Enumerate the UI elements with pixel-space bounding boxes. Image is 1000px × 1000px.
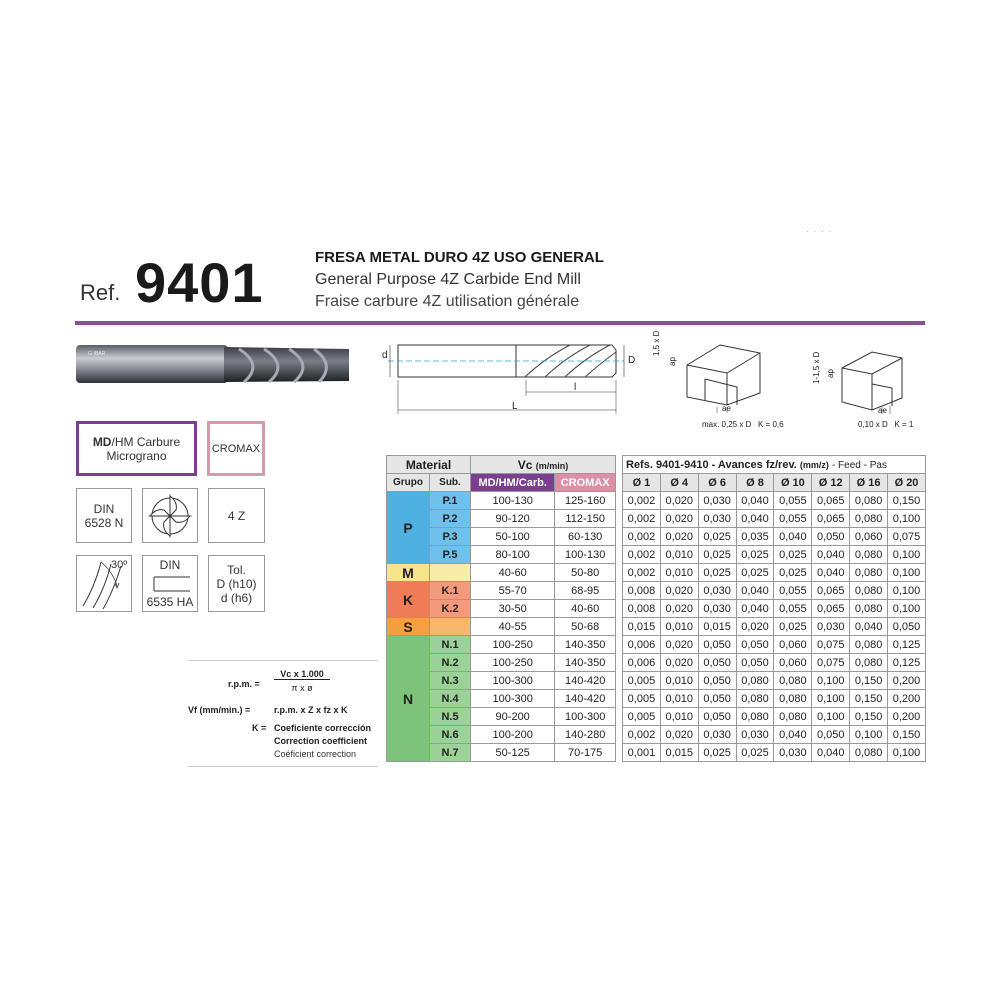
feed-cell: 0,040 (774, 528, 812, 546)
feed-cell: 0,150 (888, 492, 926, 510)
feed-cell: 0,060 (774, 654, 812, 672)
feed-cell: 0,080 (850, 582, 888, 600)
feed-cell: 0,100 (888, 744, 926, 762)
feed-unit: (mm/z) (799, 459, 829, 470)
feed-cell: 0,025 (698, 744, 736, 762)
sub-cell: P.3 (430, 528, 471, 546)
group-k: K (387, 582, 430, 618)
carbide-md-label: MD (92, 434, 112, 449)
din-6535-line1: DIN (159, 558, 181, 572)
md-vc-cell: 55-70 (471, 582, 555, 600)
feed-cell: 0,150 (888, 726, 926, 744)
feed-cell: 0,015 (660, 744, 698, 762)
feed-row (623, 510, 926, 528)
feed-table-body (623, 492, 926, 762)
diameter-header: Ø 10 (774, 474, 812, 492)
md-vc-cell: 40-55 (471, 618, 555, 636)
feed-cell: 0,050 (698, 672, 736, 690)
feed-cell: 0,055 (774, 510, 812, 528)
feed-cell: 0,002 (623, 546, 661, 564)
feed-cell: 0,080 (774, 690, 812, 708)
sub-cell: K.2 (430, 600, 471, 618)
grupo-header: Grupo (387, 474, 430, 492)
feed-cell: 0,080 (850, 600, 888, 618)
feed-cell: 0,005 (623, 690, 661, 708)
cromax-coating-box (207, 421, 265, 476)
dimension-l-label: l (574, 382, 577, 393)
md-carbide-header: MD/HM/Carb. (471, 474, 555, 492)
tolerance-box (208, 555, 265, 612)
feed-cell: 0,050 (698, 690, 736, 708)
slotting-diagram (665, 335, 775, 415)
feed-cell: 0,030 (698, 492, 736, 510)
feed-cell: 0,065 (812, 492, 850, 510)
dimension-L-label: L (512, 401, 518, 412)
feed-cell: 0,040 (774, 726, 812, 744)
vc-unit: (m/min) (535, 460, 569, 471)
vc-label: Vc (517, 457, 533, 472)
feed-cell: 0,040 (812, 564, 850, 582)
cromax-vc-cell: 100-300 (555, 708, 616, 726)
feed-cell: 0,030 (698, 600, 736, 618)
dimension-d-label: d (382, 350, 388, 361)
feed-refs: Refs. 9401-9410 (626, 458, 709, 471)
cromax-vc-cell: 140-280 (555, 726, 616, 744)
feed-cell: 0,055 (774, 492, 812, 510)
feed-row (623, 672, 926, 690)
dimension-D-label: D (628, 355, 636, 366)
feed-cell: 0,100 (888, 582, 926, 600)
feed-cell: 0,060 (850, 528, 888, 546)
feed-cell: 0,040 (736, 582, 774, 600)
material-cutting-speed-table (386, 455, 616, 762)
feed-cell: 0,020 (660, 582, 698, 600)
feed-cell: 0,150 (850, 672, 888, 690)
feed-cell: 0,200 (888, 672, 926, 690)
group-p: P (387, 492, 430, 564)
md-vc-cell: 100-200 (471, 726, 555, 744)
cromax-vc-cell: 112-150 (555, 510, 616, 528)
slot-ae-label: ae (722, 404, 731, 413)
din-6535-box (142, 555, 198, 612)
feed-cell: 0,001 (623, 744, 661, 762)
feed-cell: 0,010 (660, 708, 698, 726)
md-vc-cell: 50-125 (471, 744, 555, 762)
sub-cell: N.2 (430, 654, 471, 672)
feed-cell: 0,005 (623, 708, 661, 726)
feed-cell: 0,125 (888, 654, 926, 672)
tol-line1: Tol. (227, 562, 246, 577)
slot-depth-label: 1,5 x D (652, 330, 661, 356)
feed-cell: 0,200 (888, 708, 926, 726)
rpm-denominator: π x ø (291, 683, 313, 693)
feed-cell: 0,050 (698, 636, 736, 654)
feed-cell: 0,008 (623, 582, 661, 600)
sub-cell: N.4 (430, 690, 471, 708)
feed-cell: 0,015 (623, 618, 661, 636)
feed-cell: 0,008 (623, 600, 661, 618)
feed-cell: 0,002 (623, 528, 661, 546)
group-m: M (387, 564, 430, 582)
sub-cell: N.3 (430, 672, 471, 690)
k-french: Coéficient correction (274, 749, 357, 759)
feed-cell: 0,030 (698, 510, 736, 528)
feed-cell: 0,025 (698, 546, 736, 564)
feed-row (623, 528, 926, 546)
md-vc-cell: 40-60 (471, 564, 555, 582)
sub-cell (430, 618, 471, 636)
header-divider (75, 321, 925, 325)
side-depth-label: 1-1,5 x D (812, 351, 821, 384)
feed-cell: 0,030 (812, 618, 850, 636)
md-vc-cell: 100-130 (471, 492, 555, 510)
diameter-header: Ø 12 (812, 474, 850, 492)
feed-cell: 0,030 (698, 726, 736, 744)
feed-cell: 0,010 (660, 546, 698, 564)
feed-cell: 0,100 (812, 690, 850, 708)
din-6528-line1: DIN (93, 501, 115, 516)
feed-row (623, 564, 926, 582)
slot-ap-label: ap (668, 357, 677, 366)
feed-cell: 0,020 (660, 492, 698, 510)
ref-number: 9401 (135, 251, 264, 314)
cromax-vc-cell: 68-95 (555, 582, 616, 600)
title-english: General Purpose 4Z Carbide End Mill (315, 271, 581, 288)
feed-row (623, 582, 926, 600)
feed-per-tooth-table (622, 455, 926, 762)
feed-cell: 0,050 (888, 618, 926, 636)
tol-line2: D (h10) (216, 576, 257, 591)
feed-cell: 0,025 (736, 564, 774, 582)
feed-cell: 0,020 (736, 618, 774, 636)
feed-cell: 0,055 (774, 600, 812, 618)
feed-row (623, 708, 926, 726)
cromax-vc-cell: 140-350 (555, 636, 616, 654)
feed-row (623, 636, 926, 654)
feed-cell: 0,025 (698, 528, 736, 546)
feed-cell: 0,006 (623, 636, 661, 654)
carbide-micrograin-label: Micrograno (106, 448, 167, 463)
feed-cell: 0,065 (812, 510, 850, 528)
md-vc-cell: 30-50 (471, 600, 555, 618)
sub-cell (430, 564, 471, 582)
feed-cell: 0,002 (623, 492, 661, 510)
cutting-formula-block (188, 660, 378, 767)
feed-cell: 0,002 (623, 510, 661, 528)
feed-cell: 0,005 (623, 672, 661, 690)
feed-cell: 0,080 (736, 708, 774, 726)
rpm-numerator: Vc x 1.000 (274, 669, 330, 680)
feed-cell: 0,080 (850, 492, 888, 510)
feed-cell: 0,020 (660, 636, 698, 654)
cromax-label: CROMAX (211, 442, 261, 455)
sub-cell: N.6 (430, 726, 471, 744)
ref-label: Ref. (80, 280, 121, 305)
feed-cell: 0,050 (698, 654, 736, 672)
md-vc-cell: 100-250 (471, 654, 555, 672)
feed-cell: 0,100 (888, 600, 926, 618)
flute-count-label: 4 Z (227, 508, 246, 523)
side-caption: 0,10 x D K = 1 (858, 420, 914, 429)
feed-cell: 0,006 (623, 654, 661, 672)
feed-tail: - Feed - Pas (831, 459, 887, 471)
side-ae-label: ae (878, 406, 887, 415)
sub-header: Sub. (430, 474, 471, 492)
title-french: Fraise carbure 4Z utilisation générale (315, 293, 580, 310)
feed-cell: 0,030 (736, 726, 774, 744)
md-vc-cell: 100-300 (471, 672, 555, 690)
feed-cell: 0,100 (888, 564, 926, 582)
din-6528-line2: 6528 N (84, 515, 124, 530)
four-flute-cross-section-icon (142, 488, 198, 543)
cromax-vc-cell: 70-175 (555, 744, 616, 762)
feed-cell: 0,020 (660, 654, 698, 672)
sub-cell: K.1 (430, 582, 471, 600)
feed-cell: 0,100 (888, 546, 926, 564)
feed-cell: 0,100 (888, 510, 926, 528)
diameter-header: Ø 16 (850, 474, 888, 492)
feed-cell: 0,010 (660, 672, 698, 690)
flute-count-box (208, 488, 265, 543)
feed-cell: 0,080 (850, 510, 888, 528)
feed-cell: 0,065 (812, 582, 850, 600)
faint-header-text: · · · · (806, 226, 833, 236)
feed-cell: 0,025 (774, 618, 812, 636)
feed-cell: 0,020 (660, 528, 698, 546)
feed-cell: 0,002 (623, 564, 661, 582)
feed-cell: 0,055 (774, 582, 812, 600)
k-label: K = (252, 723, 267, 733)
feed-cell: 0,035 (736, 528, 774, 546)
feed-row (623, 600, 926, 618)
sub-cell: P.2 (430, 510, 471, 528)
feed-cell: 0,100 (850, 726, 888, 744)
feed-cell: 0,020 (660, 510, 698, 528)
feed-cell: 0,125 (888, 636, 926, 654)
helix-angle-label: 30º (111, 559, 128, 571)
feed-cell: 0,150 (850, 690, 888, 708)
din-6528-box (76, 488, 132, 543)
feed-cell: 0,100 (812, 672, 850, 690)
feed-cell: 0,010 (660, 618, 698, 636)
carbide-grade-box (76, 421, 197, 476)
k-spanish: Coeficiente corrección (274, 723, 372, 733)
feed-cell: 0,020 (660, 600, 698, 618)
feed-cell: 0,075 (812, 654, 850, 672)
vf-expression: r.p.m. x Z x fz x K (274, 705, 348, 715)
cromax-vc-cell: 140-420 (555, 690, 616, 708)
diameter-header: Ø 1 (623, 474, 661, 492)
feed-cell: 0,050 (812, 726, 850, 744)
feed-cell: 0,080 (850, 636, 888, 654)
feed-cell: 0,020 (660, 726, 698, 744)
cromax-vc-cell: 40-60 (555, 600, 616, 618)
feed-cell: 0,025 (736, 744, 774, 762)
slot-caption: max. 0,25 x D K = 0,6 (702, 420, 784, 429)
feed-cell: 0,025 (774, 546, 812, 564)
feed-row (623, 546, 926, 564)
cromax-vc-cell: 140-420 (555, 672, 616, 690)
md-vc-cell: 50-100 (471, 528, 555, 546)
feed-cell: 0,040 (736, 492, 774, 510)
feed-cell: 0,080 (736, 690, 774, 708)
cromax-vc-cell: 125-160 (555, 492, 616, 510)
feed-cell: 0,100 (812, 708, 850, 726)
feed-cell: 0,060 (774, 636, 812, 654)
cromax-vc-cell: 50-80 (555, 564, 616, 582)
cromax-vc-cell: 50-68 (555, 618, 616, 636)
feed-cell: 0,050 (698, 708, 736, 726)
feed-title: - Avances fz/rev. (711, 458, 797, 471)
feed-cell: 0,040 (736, 600, 774, 618)
sub-cell: N.7 (430, 744, 471, 762)
feed-row (623, 618, 926, 636)
side-milling-diagram (830, 340, 925, 415)
feed-cell: 0,025 (774, 564, 812, 582)
diameter-header: Ø 8 (736, 474, 774, 492)
cromax-vc-cell: 100-130 (555, 546, 616, 564)
sub-cell: P.5 (430, 546, 471, 564)
feed-cell: 0,040 (850, 618, 888, 636)
feed-cell: 0,015 (698, 618, 736, 636)
feed-cell: 0,040 (812, 546, 850, 564)
feed-row (623, 654, 926, 672)
diameter-header-row (623, 474, 926, 492)
feed-row (623, 726, 926, 744)
feed-row (623, 492, 926, 510)
feed-cell: 0,050 (736, 654, 774, 672)
md-vc-cell: 90-120 (471, 510, 555, 528)
feed-cell: 0,050 (736, 636, 774, 654)
feed-cell: 0,150 (850, 708, 888, 726)
sub-cell: N.5 (430, 708, 471, 726)
sub-cell: N.1 (430, 636, 471, 654)
md-vc-cell: 80-100 (471, 546, 555, 564)
tol-line3: d (h6) (220, 590, 253, 605)
end-mill-drawing (380, 340, 640, 420)
svg-text:G·IBAR: G·IBAR (88, 351, 106, 357)
cromax-header: CROMAX (555, 474, 616, 492)
feed-cell: 0,200 (888, 690, 926, 708)
k-english: Correction coefficient (274, 736, 368, 746)
feed-table-title (623, 456, 926, 474)
diameter-header: Ø 20 (888, 474, 926, 492)
shank-profile-icon (148, 575, 192, 593)
feed-cell: 0,065 (812, 600, 850, 618)
feed-cell: 0,025 (698, 564, 736, 582)
feed-cell: 0,002 (623, 726, 661, 744)
feed-row (623, 690, 926, 708)
feed-cell: 0,010 (660, 690, 698, 708)
vf-label: Vf (mm/min.) = (188, 705, 251, 715)
diameter-header: Ø 6 (698, 474, 736, 492)
helix-angle-icon (76, 555, 132, 612)
carbide-hm-label: /HM Carbure (111, 434, 181, 449)
feed-cell: 0,040 (812, 744, 850, 762)
cromax-vc-cell: 140-350 (555, 654, 616, 672)
side-ap-label: ap (826, 369, 835, 378)
feed-cell: 0,040 (736, 510, 774, 528)
feed-cell: 0,080 (850, 744, 888, 762)
sub-cell: P.1 (430, 492, 471, 510)
feed-cell: 0,050 (812, 528, 850, 546)
cromax-vc-cell: 60-130 (555, 528, 616, 546)
feed-cell: 0,080 (850, 546, 888, 564)
vc-header (471, 456, 616, 474)
end-mill-photo (74, 335, 354, 395)
md-vc-cell: 100-300 (471, 690, 555, 708)
feed-cell: 0,010 (660, 564, 698, 582)
feed-cell: 0,030 (698, 582, 736, 600)
feed-cell: 0,030 (774, 744, 812, 762)
md-vc-cell: 90-200 (471, 708, 555, 726)
material-header: Material (387, 456, 471, 474)
rpm-label: r.p.m. = (228, 679, 260, 689)
feed-cell: 0,080 (850, 564, 888, 582)
feed-cell: 0,025 (736, 546, 774, 564)
feed-cell: 0,080 (774, 672, 812, 690)
feed-row (623, 744, 926, 762)
group-s: S (387, 618, 430, 636)
group-n: N (387, 636, 430, 762)
feed-cell: 0,080 (736, 672, 774, 690)
feed-cell: 0,075 (812, 636, 850, 654)
feed-cell: 0,080 (774, 708, 812, 726)
din-6535-line2: 6535 HA (146, 595, 194, 609)
feed-cell: 0,080 (850, 654, 888, 672)
feed-cell: 0,075 (888, 528, 926, 546)
md-vc-cell: 100-250 (471, 636, 555, 654)
diameter-header: Ø 4 (660, 474, 698, 492)
title-spanish: FRESA METAL DURO 4Z USO GENERAL (315, 249, 604, 266)
